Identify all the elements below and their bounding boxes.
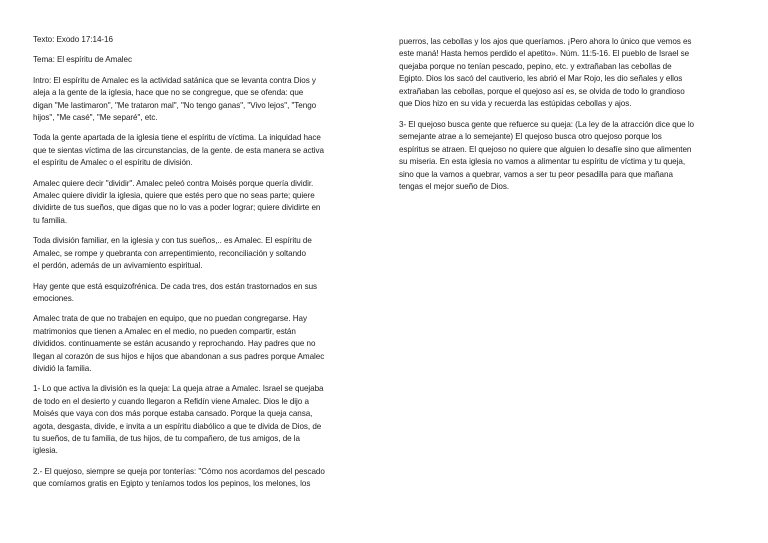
teamwork-paragraph: Amalec trata de que no trabajen en equipo, que no puedan congregarse. Hay matrimonios que tienen a Amalec en el medio, no pueden compartir, están divididos. continuamente se están acusando y reprochando. Hay padres que no llegan al corazón de sus hijos e hijos que abandonan a sus padres porque Amalec dividió la familia. xyxy=(33,314,325,373)
point-2-paragraph: 2.- El quejoso, siempre se queja por tonterías: "Cómo nos acordamos del pescado que comíamos gratis en Egipto y teníamos todos los pepinos, los melones, los xyxy=(33,466,325,489)
point-1-paragraph: 1- Lo que activa la división es la queja: La queja atrae a Amalec. Israel se quejaba de todo en el desierto y cuando llegaron a Refidín viene Amalec. Dios le dijo a Moisés que vaya con dos más porque estaba cansado. Porque la queja cansa, agota, desgasta, divide, e invita a un espíritu diabólico a que te divida de Dios, de tu sueños, de tu familia, de tus hijos, de tu compañero, de tus amigos, de la iglesia. xyxy=(33,384,324,456)
left-column xyxy=(33,34,369,499)
right-column xyxy=(399,36,739,202)
family-division-paragraph: Toda división familiar, en la iglesia y con tus sueños,.. es Amalec. El espíritu de Amalec, se rompe y quebranta con arrepentimiento, reconciliación y soltando el perdón, además de un avivamiento espiritual. xyxy=(33,236,312,271)
schizophrenic-paragraph: Hay gente que está esquizofrénica. De cada tres, dos están trastornados en sus emociones. xyxy=(33,281,318,303)
point-2-continued-paragraph: puerros, las cebollas y los ajos que queríamos. ¡Pero ahora lo único que vemos es este maná! Hasta hemos perdido el apetito». Núm. 11:5-16. El pueblo de Israel se quejaba porque no tenían pescado, pepino, etc. y extrañaban las cebollas de Egipto. Dios los sacó del cautiverio, les abrió el Mar Rojo, les dio señales y ellos extrañaban las cebollas, porque el quejoso así es, se olvida de todo lo grandioso que Dios hizo en su vida y recuerda las estúpidas cebollas y ajos. xyxy=(399,37,692,109)
divide-paragraph: Amalec quiere decir "dividir". Amalec peleó contra Moisés porque quería dividir. Amalec quiere dividir la iglesia, quiere que estés pero que no seas parte; quiere dividirte de tus sueños, que digas que no lo vas a poder lograr; quiere dividirte en tu familia. xyxy=(33,178,321,225)
text-reference: Texto: Exodo 17:14-16 xyxy=(33,35,113,44)
point-3-paragraph: 3- El quejoso busca gente que refuerce su queja: (La ley de la atracción dice que lo semejante atrae a lo semejante) El quejoso busca otro quejoso porque los espíritus se atraen. El quejoso no quiere que alguien lo desafíe sino que alimenten su miseria. En esta iglesia no vamos a alimentar tu espíritu de víctima y tu queja, sino que la vamos a quebrar, vamos a ser tu peor pesadilla para que mañana tengas el mejor sueño de Dios. xyxy=(399,119,695,191)
victim-paragraph: Toda la gente apartada de la iglesia tiene el espíritu de víctima. La iniquidad hace que te sientas víctima de las circunstancias, de la gente. de esta manera se activa el espíritu de Amalec o el espíritu de división. xyxy=(33,133,324,168)
intro-paragraph: Intro: El espíritu de Amalec es la actividad satánica que se levanta contra Dios y aleja a la gente de la iglesia, hace que no se congregue, que se ofenda: que digan "Me lastimaron", "Me trataron mal", "No tengo ganas", "Vivo lejos", "Tengo hijos", "Me casé", "Me separé", etc. xyxy=(33,75,317,123)
topic-heading: Tema: El espíritu de Amalec xyxy=(33,55,132,65)
